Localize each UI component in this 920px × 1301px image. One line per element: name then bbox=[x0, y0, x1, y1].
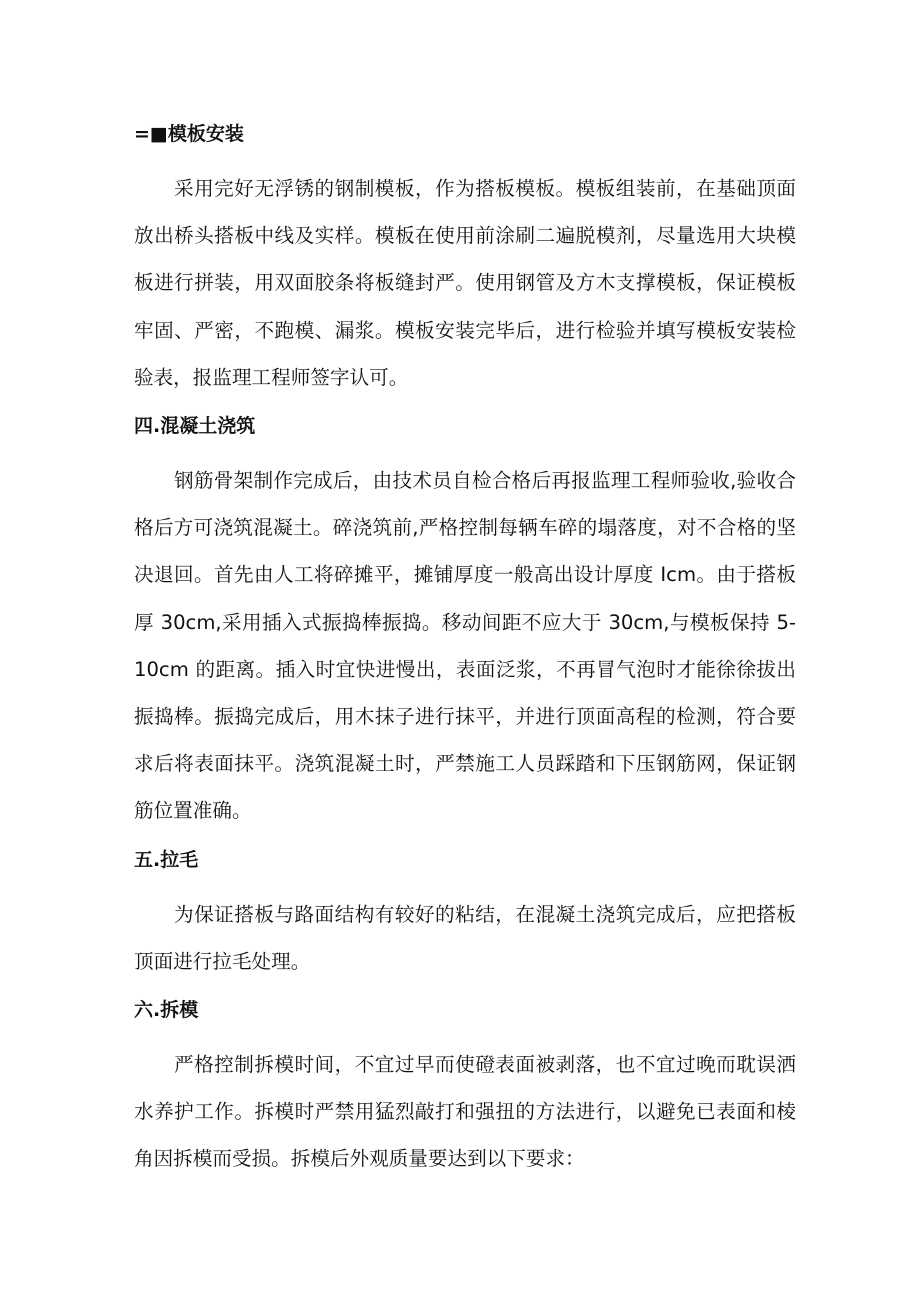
section-body-formwork-removal: 严格控制拆模时间，不宜过早而使磴表面被剥落，也不宜过晚而耽误洒水养护工作。拆模时严禁用猛烈敲打和强扭的方法进行，以避免已表面和棱角因拆模而受损。拆模后外观质量要达到以下要求： bbox=[134, 1053, 796, 1171]
section-heading-formwork-removal: 六.拆模 bbox=[134, 999, 199, 1022]
section-body-concrete-pouring: 钢筋骨架制作完成后，由技术员自检合格后再报监理工程师验收,验收合格后方可浇筑混凝土。碎浇筑前,严格控制每辆车碎的塌落度，对不合格的坚决退回。首先由人工将碎摊平，摊铺厚度一般高出设计厚度 Icm。由于搭板厚 30cm,采用插入式振捣棒振捣。移动间距不应大于 30cm,与模板保持 5-10cm 的距离。插入时宜快进慢出，表面泛浆，不再冒气泡时才能徐徐拔出振捣棒。振捣完成后，用木抹子进行抹平，并进行顶面高程的检测，符合要求后将表面抹平。浇筑混凝土时，严禁施工人员踩踏和下压钢筋网，保证钢筋位置准确。 bbox=[134, 469, 796, 823]
document-content bbox=[134, 114, 796, 1188]
section-heading-roughening: 五.拉毛 bbox=[134, 848, 199, 871]
section-body-roughening: 为保证搭板与路面结构有较好的粘结，在混凝土浇筑完成后，应把搭板顶面进行拉毛处理。 bbox=[134, 902, 796, 973]
section-heading-formwork-installation: =■模板安装 bbox=[134, 123, 244, 145]
section-body-formwork-installation: 采用完好无浮锈的钢制模板，作为搭板模板。模板组装前，在基础顶面放出桥头搭板中线及实样。模板在使用前涂刷二遍脱模剂，尽量选用大块模板进行拼装，用双面胶条将板缝封严。使用钢管及方木支撑模板，保证模板牢固、严密，不跑模、漏浆。模板安装完毕后，进行检验并填写模板安装检验表，报监理工程师签字认可。 bbox=[134, 177, 796, 389]
section-heading-concrete-pouring: 四.混凝土浇筑 bbox=[134, 415, 256, 438]
